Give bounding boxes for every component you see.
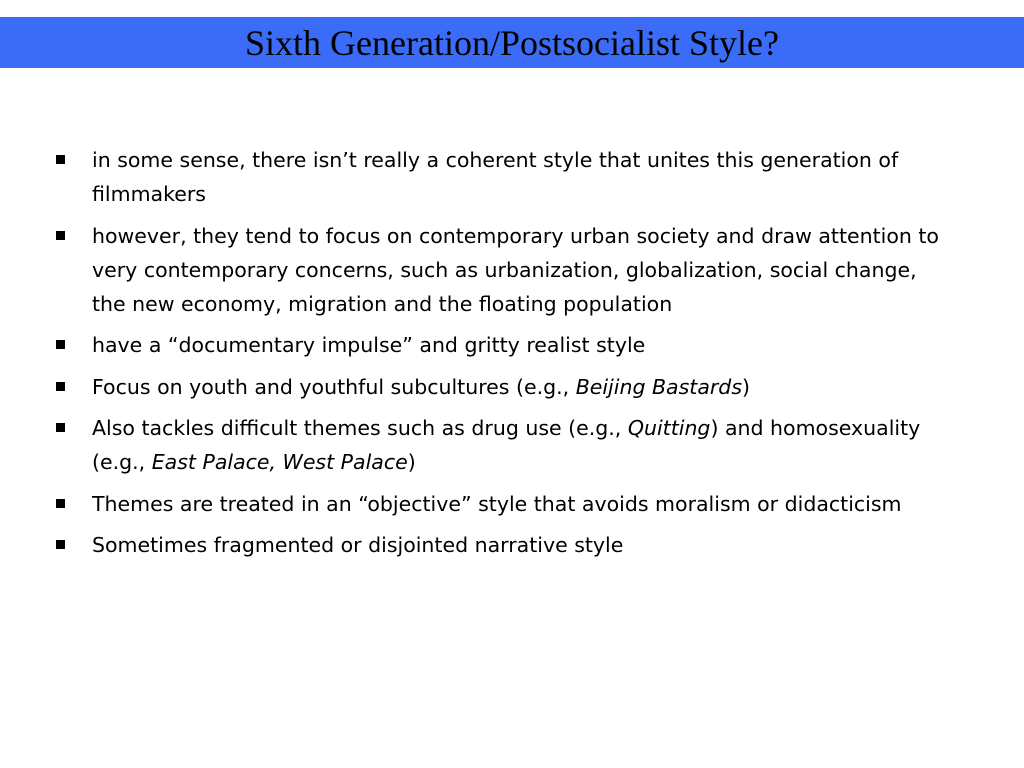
- bullet-item: [56, 528, 956, 562]
- bullet-item: [56, 219, 956, 321]
- bullet-text: [92, 333, 645, 357]
- square-bullet-icon: [56, 423, 65, 432]
- bullet-text: [92, 375, 750, 399]
- square-bullet-icon: [56, 540, 65, 549]
- bullet-list: [56, 143, 956, 570]
- square-bullet-icon: [56, 231, 65, 240]
- film-title: Quitting: [627, 416, 711, 440]
- bullet-text: [92, 533, 623, 557]
- bullet-text-segment: Focus on youth and youthful subcultures (e.g.,: [92, 374, 576, 399]
- bullet-text-segment: however, they tend to focus on contemporary urban society and draw attention to very contemporary concerns, such as urbanization, globalization, social change, the new economy, migration and the floating population: [92, 223, 939, 316]
- bullet-item: [56, 487, 956, 521]
- slide-title-bar: [0, 17, 1024, 68]
- bullet-text: [92, 416, 920, 474]
- square-bullet-icon: [56, 340, 65, 349]
- bullet-item: [56, 328, 956, 362]
- slide-title: Sixth Generation/Postsocialist Style?: [245, 22, 779, 63]
- square-bullet-icon: [56, 382, 65, 391]
- bullet-text-segment: Sometimes fragmented or disjointed narrative style: [92, 533, 624, 557]
- film-title: East Palace, West Palace: [151, 450, 408, 474]
- bullet-text: [92, 492, 902, 516]
- bullet-text-segment: ): [742, 374, 750, 399]
- bullet-text: [92, 148, 898, 206]
- bullet-text-segment: ) and homosexuality (e.g.,: [92, 416, 921, 474]
- bullet-item: [56, 143, 956, 211]
- bullet-item: [56, 411, 956, 479]
- square-bullet-icon: [56, 499, 65, 508]
- bullet-item: [56, 370, 956, 404]
- bullet-text-segment: have a “documentary impulse” and gritty realist style: [92, 333, 646, 357]
- bullet-text-segment: in some sense, there isn’t really a coherent style that unites this generation of filmmakers: [92, 148, 899, 206]
- film-title: Beijing Bastards: [575, 374, 742, 399]
- bullet-text-segment: Also tackles difficult themes such as drug use (e.g.,: [92, 416, 628, 440]
- bullet-text-segment: Themes are treated in an “objective” style that avoids moralism or didacticism: [92, 491, 902, 516]
- bullet-text: [92, 224, 939, 316]
- bullet-text-segment: ): [407, 450, 416, 474]
- square-bullet-icon: [56, 155, 65, 164]
